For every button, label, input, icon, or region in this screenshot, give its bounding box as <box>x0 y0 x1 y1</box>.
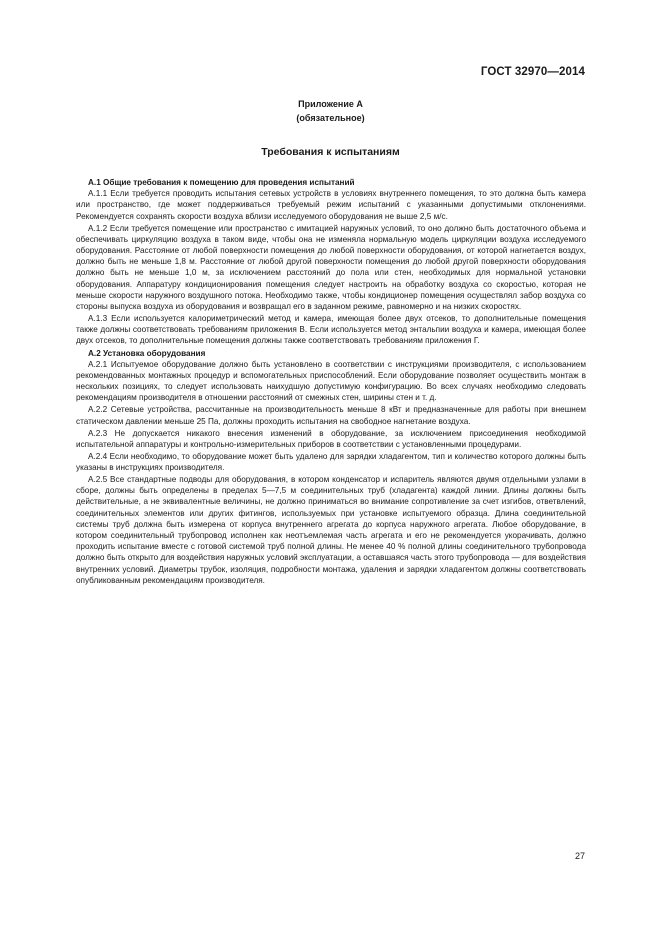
standard-code: ГОСТ 32970—2014 <box>480 66 585 78</box>
paragraph-a2-5: А.2.5 Все стандартные подводы для оборудования, в котором конденсатор и испаритель являются двумя отдельными узлами в сборе, должны быть определены в пределах 5—7,5 м соединительных труб (хладагента) каждой линии. Длины должны быть действительные, а не эквивалентные величины, не должно приниматься во внимание сопротивление за счет изгибов, ответвлений, соединительных элементов или других фитингов, используемых при установке испытуемого образца. Длина соединительной системы труб должна быть измерена от корпуса внутреннего агрегата до корпуса наружного агрегата. Любое оборудование, в котором соединительный трубопровод исполнен как неотъемлемая часть агрегата и его не рекомендуется укорачивать, должно проходить испытание вместе с готовой системой труб полной длины. Не менее 40 % полной длины соединительного трубопровода должно быть открыто для воздействия наружных условий эксплуатации, а оставшаяся часть этого трубопровода — для воздействия внутренних условий. Диаметры трубок, изоляция, подробности монтажа, удаления и зарядки хладагентом должны соответствовать опубликованным рекомендациям производителя. <box>76 475 586 585</box>
annex-body <box>76 177 586 587</box>
paragraph-a1-3: А.1.3 Если используется калориметрический метод и камера, имеющая более двух отсеков, то дополнительные помещения также должны соответствовать требованиям приложения В. Если используется метод энтальпии воздуха и камера, имеющая более двух отсеков, то дополнительные помещения должны также соответствовать требованиям приложения Г. <box>76 314 586 346</box>
paragraph-a2-4: А.2.4 Если необходимо, то оборудование может быть удалено для зарядки хладагентом, тип и количество которого должны быть указаны в инструкциях производителя. <box>76 451 586 473</box>
section-heading-a2: А.2 Установка оборудования <box>88 348 206 358</box>
annex-heading <box>0 97 661 125</box>
paragraph-a2-3: А.2.3 Не допускается никакого внесения изменений в оборудование, за исключением присоединения необходимой испытательной аппаратуры и контрольно-измерительных приборов в соответствии с установленными процедурами. <box>76 428 586 449</box>
section-heading-a1: А.1 Общие требования к помещению для проведения испытаний <box>88 178 355 187</box>
page-number: 27 <box>574 851 585 861</box>
annex-title: Требования к испытаниям <box>261 146 400 158</box>
paragraph-a2-2: А.2.2 Сетевые устройства, рассчитанные на производительность меньше 8 кВт и предназначенные для работы при внешнем статическом давлении меньше 25 Па, должны проходить испытания на свободное нагнетание воздуха. <box>76 405 586 426</box>
annex-status: (обязательное) <box>296 113 365 123</box>
paragraph-a1-1: А.1.1 Если требуется проводить испытания сетевых устройств в условиях внутреннего помещения, то это должна быть камера или пространство, где может поддерживаться требуемый режим испытаний с указанными допустимыми отклонениями. Рекомендуется сохранять скорости воздуха вблизи исследуемого оборудования не выше 2,5 м/с. <box>76 189 586 221</box>
paragraph-a2-1: А.2.1 Испытуемое оборудование должно быть установлено в соответствии с инструкциями производителя, с использованием рекомендованных монтажных процедур и вспомогательных приспособлений. Если оборудование позволяет осуществить монтаж в нескольких позициях, то следует использовать наихудшую допустимую конфигурацию. Во всех случаях необходимо следовать рекомендациям производителя в отношении расстояний от смежных стен, ширины стен и т. д. <box>76 359 586 403</box>
paragraph-a1-2: А.1.2 Если требуется помещение или пространство с имитацией наружных условий, то оно должно быть достаточного объема и обеспечивать циркуляцию воздуха в таком виде, чтобы она не изменяла нормальную модель циркуляции воздуха исследуемого оборудования. Расстояние от любой поверхности помещения до любой поверхности оборудования, от которой нагнетается воздух, должно быть не меньше 1,8 м. Расстояние от любой другой поверхности помещения до любой другой поверхности оборудования должно быть не меньше 1,0 м, за исключением расстояний до пола или стен, необходимых для нормальной установки оборудования. Аппаратуру кондиционирования помещения следует настроить на обработку воздуха со скоростью, которая не меньше скорости наружного воздушного потока. Необходимо также, чтобы кондиционер помещения осуществлял забор воздуха со стороны выпуска воздуха из оборудования и возвращал его в заданном режиме, равномерно и на низких скоростях. <box>76 223 586 312</box>
annex-label: Приложение А <box>298 99 363 109</box>
